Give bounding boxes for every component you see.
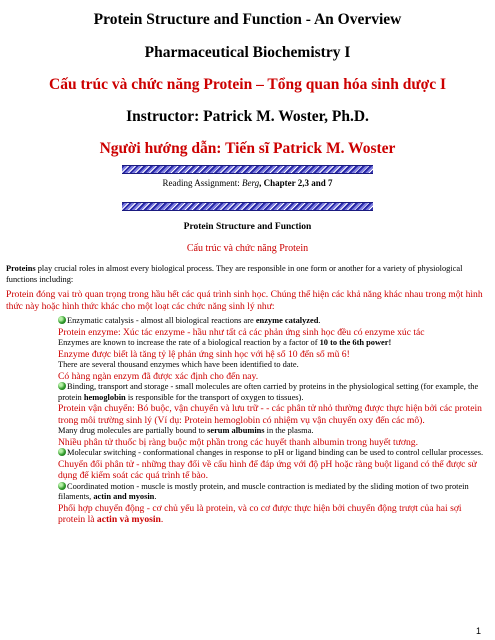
green-ball-icon (58, 316, 66, 324)
instructor-vi: Người hướng dẫn: Tiến sĩ Patrick M. Woster (99, 140, 396, 157)
list-item-switching-vi: Chuyển đổi phân tử - những thay đổi về cấu hình để đáp ứng với độ pH hoặc ràng buột ligand có thể được sử dụng để kiểm soát các quá trình tế bào. (58, 458, 477, 481)
divider-bar-top (122, 165, 373, 174)
item-bold: enzyme catalyzed (255, 316, 319, 325)
divider-bar-bottom (122, 202, 373, 211)
list-item-motion (6, 482, 484, 503)
page-number: 1 (475, 626, 481, 636)
item-vi-bold: actin và myosin (96, 514, 161, 525)
enzyme-rate-vi: Enzyme được biết là tăng tỷ lệ phản ứng sinh học với hệ số 10 đến số mũ 6! (58, 348, 350, 360)
item-text: Binding, transport and storage - small molecules are often carried by proteins in the physiological setting (for example, the protein (58, 382, 479, 402)
item-text: Coordinated motion - muscle is mostly protein, and muscle contraction is mediated by the sliding motion of two protein filaments, (58, 481, 469, 501)
page-title-vi: Cấu trúc và chức năng Protein – Tổng quan hóa sinh dược I (49, 76, 446, 93)
albumin-note-vi: Nhiều phân tử thuốc bị ràng buộc một phần trong các huyết thanh albumin trong huyết tương. (58, 436, 418, 448)
albumin-bold: serum albumins (207, 426, 265, 435)
list-item-enzymatic-vi: Protein enzyme: Xúc tác enzyme - hầu như tất cả các phản ứng sinh học đều có enzyme xúc tác (58, 326, 425, 338)
item-text: Enzymatic catalysis - almost all biological reactions are (67, 316, 256, 325)
albumin-text: Many drug molecules are partially bound to (58, 426, 208, 435)
enzyme-rate (6, 338, 484, 349)
enzyme-count-vi: Có hàng ngàn enzym đã được xác định cho đến nay. (58, 370, 259, 382)
section-title: Protein Structure and Function (183, 222, 312, 232)
list-item-motion-vi (6, 503, 484, 526)
green-ball-icon (58, 448, 66, 456)
item-end: . (318, 316, 321, 325)
page-title: Protein Structure and Function - An Overview (93, 11, 402, 28)
green-ball-icon (58, 482, 66, 490)
rate-text: Enzymes are known to increase the rate of a biological reaction by a factor of (58, 338, 320, 347)
reading-prefix: Reading Assignment: (162, 178, 242, 188)
intro-text: play crucial roles in almost every biological process. They are responsible in one form or another for a variety of physiological functions including: (6, 264, 463, 284)
reading-book: Berg (241, 178, 260, 188)
list-item-transport (6, 382, 484, 403)
item-vi-text: Phối hợp chuyển động - cơ chủ yếu là protein, và co cơ được thực hiện bởi chuyển động trượt của hai sợi protein là (58, 502, 462, 525)
albumin-end: in the plasma. (264, 426, 314, 435)
item-end: . (154, 492, 157, 501)
course-title: Pharmaceutical Biochemistry I (144, 44, 351, 61)
list-item-switching (6, 448, 484, 459)
document-body (6, 264, 484, 526)
list-item-transport-vi: Protein vận chuyển: Bó buộc, vận chuyển và lưu trữ - - các phân tử nhỏ thường được thực hiện bởi các protein trong môi trường sinh lý (Ví dụ: Protein hemoglobin có nhiệm vụ vận chuyển oxy đến các mô). (58, 403, 482, 426)
intro-bold: Proteins (6, 264, 36, 273)
intro-paragraph (6, 264, 484, 285)
item-bold: actin and myosin (93, 492, 155, 501)
reading-chapters: , Chapter 2,3 and 7 (259, 178, 333, 188)
enzyme-count: There are several thousand enzymes which have been identified to date. (58, 360, 299, 369)
item-text: Molecular switching - conformational changes in response to pH or ligand binding can be used to control cellular processes. (67, 448, 484, 457)
rate-bold: 10 to the 6th power! (319, 338, 392, 347)
green-ball-icon (58, 382, 66, 390)
albumin-note (6, 426, 484, 437)
item-bold: hemoglobin (83, 392, 126, 402)
list-item-enzymatic (6, 316, 484, 327)
instructor: Instructor: Patrick M. Woster, Ph.D. (126, 108, 369, 125)
item-end: is responsible for the transport of oxygen to tissues). (125, 392, 304, 402)
item-vi-end: . (160, 514, 164, 525)
section-title-vi: Cấu trúc và chức năng Protein (186, 243, 309, 254)
intro-paragraph-vi: Protein đóng vai trò quan trọng trong hầu hết các quá trình sinh học. Chúng thể hiện các khả năng khác nhau trong một hình thức này hoặc hình thức khác cho một loạt các chức năng sinh lý như: (6, 289, 483, 312)
reading-assignment (0, 178, 495, 188)
